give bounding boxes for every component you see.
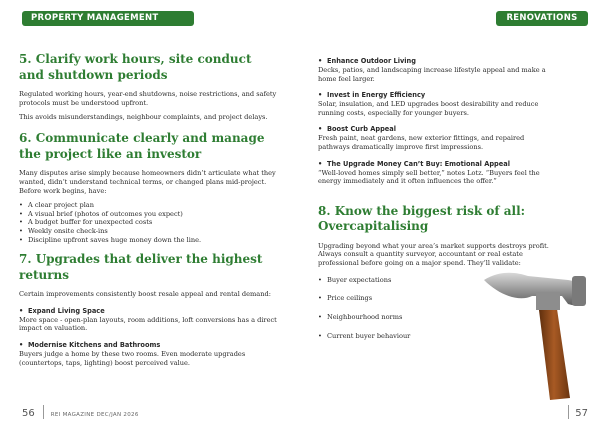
list-item: • A budget buffer for unexpected costs bbox=[19, 218, 279, 227]
paragraph: Certain improvements consistently boost resale appeal and rental demand: bbox=[19, 290, 271, 299]
list-item: • A clear project plan bbox=[19, 201, 279, 210]
paragraph: Many disputes arise simply because homeowners didn’t articulate what they wanted, didn’t understand technical terms, or changed plans mid-project. Before work begins, have: bbox=[19, 169, 276, 195]
list-item: • Buyer expectations bbox=[318, 276, 558, 285]
heading-section-5: 5. Clarify work hours, site conduct and shutdown periods bbox=[19, 52, 252, 82]
footer-right bbox=[568, 401, 588, 420]
feature-title: • Boost Curb Appeal bbox=[318, 125, 558, 134]
feature-title: • Invest in Energy Efficiency bbox=[318, 91, 558, 100]
feature-item bbox=[318, 160, 558, 186]
feature-body: Fresh paint, neat gardens, new exterior fittings, and repaired pathways dramatically improve first impressions. bbox=[318, 134, 525, 151]
feature-item bbox=[19, 307, 279, 333]
paragraph: This avoids misunderstandings, neighbour complaints, and project delays. bbox=[19, 113, 268, 122]
feature-body: Solar, insulation, and LED upgrades boost desirability and reduce running costs, especially for younger buyers. bbox=[318, 100, 539, 117]
feature-title: • The Upgrade Money Can’t Buy: Emotional Appeal bbox=[318, 160, 558, 169]
feature-body: Buyers judge a home by these two rooms. Even moderate upgrades (countertops, taps, lighting) boost perceived value. bbox=[19, 350, 246, 367]
heading-section-7: 7. Upgrades that deliver the highest returns bbox=[19, 252, 263, 282]
feature-title: • Modernise Kitchens and Bathrooms bbox=[19, 341, 279, 350]
feature-body: More space - open-plan layouts, room additions, loft conversions has a direct impact on valuation. bbox=[19, 315, 277, 333]
footer-divider bbox=[43, 405, 44, 419]
list-item: • Discipline upfront saves huge money down the line. bbox=[19, 236, 279, 245]
list-item: • Price ceilings bbox=[318, 294, 558, 303]
page-number: 57 bbox=[575, 408, 588, 419]
feature-item bbox=[318, 91, 558, 117]
feature-item bbox=[19, 341, 279, 367]
feature-body: “Well-loved homes simply sell better,” notes Lotz. “Buyers feel the energy immediately and it often influences the offer.” bbox=[318, 168, 540, 186]
footer-divider bbox=[568, 405, 569, 419]
left-column bbox=[19, 52, 279, 375]
hammer-icon bbox=[476, 262, 596, 402]
page-number: 56 bbox=[22, 408, 35, 419]
list-item: • A visual brief (photos of outcomes you expect) bbox=[19, 210, 279, 219]
list-item: • Weekly onsite check-ins bbox=[19, 227, 279, 236]
right-page bbox=[300, 0, 600, 424]
list-item: • Neighbourhood norms bbox=[318, 313, 558, 322]
heading-section-6: 6. Communicate clearly and manage the project like an investor bbox=[19, 131, 265, 161]
feature-item bbox=[318, 125, 558, 151]
feature-title: • Enhance Outdoor Living bbox=[318, 57, 558, 66]
paragraph: Regulated working hours, year-end shutdowns, noise restrictions, and safety protocols must be understood upfront. bbox=[19, 90, 277, 107]
list-item: • Current buyer behaviour bbox=[318, 332, 558, 341]
feature-item bbox=[318, 57, 558, 83]
feature-body: Decks, patios, and landscaping increase lifestyle appeal and make a home feel larger. bbox=[318, 66, 546, 83]
bullet-list bbox=[19, 201, 279, 244]
section-tab-property-management: PROPERTY MANAGEMENT bbox=[22, 11, 194, 26]
magazine-name: REI MAGAZINE DEC/JAN 2026 bbox=[50, 412, 139, 418]
footer-left bbox=[22, 401, 139, 420]
paragraph: Upgrading beyond what your area’s market supports destroys profit. Always consult a quantity surveyor, accountant or real estate professional before going on a major spend. They’ll validate: bbox=[318, 241, 549, 268]
heading-section-8: 8. Know the biggest risk of all: Overcapitalising bbox=[318, 203, 526, 234]
section-tab-renovations: RENOVATIONS bbox=[496, 11, 588, 26]
feature-title: • Expand Living Space bbox=[19, 307, 279, 316]
